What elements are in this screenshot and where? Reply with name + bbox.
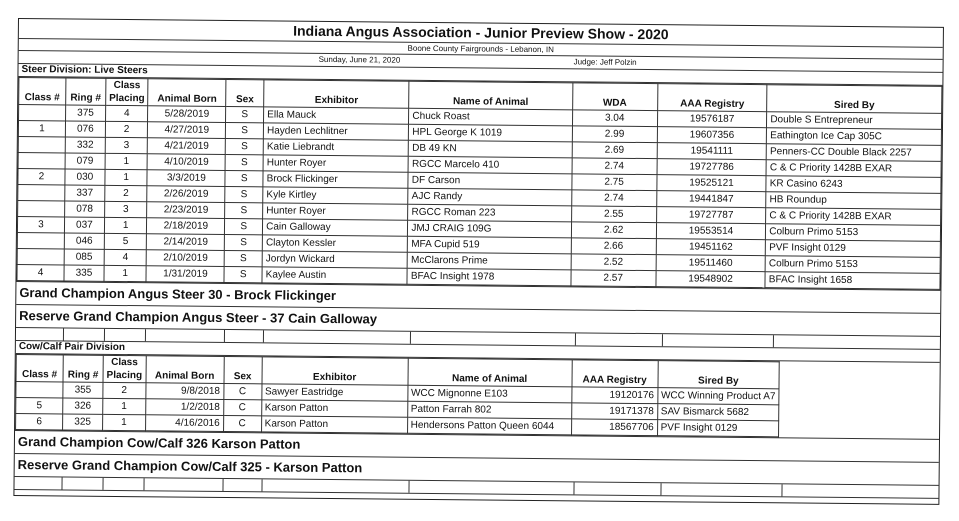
cell-sex: C (223, 399, 261, 415)
cell-animal: RGCC Marcelo 410 (408, 156, 571, 174)
cell-wda: 2.74 (571, 190, 656, 207)
col-registry: AAA Registry (572, 360, 658, 388)
cell-born: 1/2/2018 (145, 399, 223, 416)
cell-sire: C & C Priority 1428B EXAR (766, 160, 941, 178)
col-sire: Sired By (658, 361, 780, 389)
cell-sire: PVF Insight 0129 (657, 420, 779, 437)
cell-sex: S (225, 186, 263, 202)
cell-animal: Patton Farrah 802 (407, 401, 571, 419)
cell-animal: McClarons Prime (407, 252, 570, 270)
cell-place: 4 (104, 249, 147, 265)
cell-place: 1 (104, 265, 147, 281)
cell-born: 2/23/2019 (147, 202, 225, 219)
col-registry: AAA Registry (657, 84, 767, 112)
cell-cls: 5 (16, 397, 63, 413)
cell-place: 2 (105, 121, 148, 137)
cell-cls: 1 (18, 121, 65, 137)
cell-sex: S (225, 218, 263, 234)
cell-wda: 2.99 (572, 126, 657, 143)
cell-born: 4/10/2019 (148, 154, 226, 171)
cell-animal: JMJ CRAIG 109G (408, 220, 571, 238)
cell-ring: 337 (65, 185, 105, 201)
cell-wda: 3.04 (572, 110, 657, 127)
col-class: Class # (19, 78, 66, 105)
cell-born: 2/14/2019 (147, 234, 225, 251)
cell-place: 3 (104, 201, 147, 217)
cell-animal: AJC Randy (408, 188, 571, 206)
cell-exhibitor: Clayton Kessler (262, 235, 407, 252)
cell-reg: 19553514 (656, 223, 766, 240)
cell-wda: 2.57 (570, 270, 655, 287)
cell-ring: 078 (65, 201, 105, 217)
cell-wda: 2.55 (571, 206, 656, 223)
cell-exhibitor: Ella Mauck (264, 107, 409, 124)
col-born: Animal Born (146, 356, 224, 384)
cell-reg: 19727787 (656, 207, 766, 224)
cell-sex: S (225, 202, 263, 218)
cell-place: 3 (105, 137, 148, 153)
cell-sex: S (225, 234, 263, 250)
cell-reg: 19511460 (656, 255, 766, 272)
cell-reg: 19541111 (657, 143, 767, 160)
cell-cls (18, 185, 65, 201)
cell-reg: 18567706 (571, 419, 657, 436)
cell-sex: S (225, 138, 263, 154)
cell-born: 5/28/2019 (148, 106, 226, 123)
cell-wda: 2.66 (571, 238, 656, 255)
cell-reg: 19727786 (657, 159, 767, 176)
cell-ring: 079 (65, 153, 105, 169)
cell-sire: Colburn Primo 5153 (765, 256, 940, 274)
cell-reg: 19525121 (657, 175, 767, 192)
cell-born: 4/21/2019 (148, 138, 226, 155)
cell-ring: 325 (63, 414, 103, 430)
cowcalf-division-label: Cow/Calf Pair Division (16, 341, 940, 363)
cell-exhibitor: Kyle Kirtley (263, 187, 408, 204)
cell-ring: 046 (64, 233, 104, 249)
cell-sire: KR Casino 6243 (766, 176, 941, 194)
cell-reg: 19548902 (656, 271, 766, 288)
cell-reg: 19607356 (657, 127, 767, 144)
cell-cls: 4 (17, 265, 64, 281)
cell-exhibitor: Sawyer Eastridge (261, 384, 407, 401)
cell-ring: 355 (63, 382, 103, 398)
show-date: Sunday, June 21, 2020 (318, 54, 401, 65)
cell-sire: HB Roundup (766, 192, 941, 210)
cell-ring: 076 (65, 121, 105, 137)
cell-place: 1 (104, 217, 147, 233)
cell-place: 1 (105, 169, 148, 185)
col-animal: Name of Animal (408, 358, 572, 387)
cell-place: 1 (103, 414, 146, 430)
cell-exhibitor: Cain Galloway (263, 219, 408, 236)
cell-wda: 2.62 (571, 222, 656, 239)
cell-exhibitor: Hunter Royer (263, 155, 408, 172)
cell-sire: Double S Entrepreneur (767, 112, 942, 130)
cell-sex: S (226, 122, 264, 138)
cell-place: 4 (105, 105, 148, 121)
cell-born: 9/8/2018 (145, 383, 223, 400)
cell-cls (16, 381, 63, 397)
cell-sex: S (225, 154, 263, 170)
cell-born: 2/26/2019 (147, 186, 225, 203)
cell-animal: MFA Cupid 519 (408, 236, 571, 254)
cell-sex: S (224, 250, 262, 266)
venue: Boone County Fairgrounds - Lebanon, IN (19, 39, 943, 60)
cell-animal: DB 49 KN (409, 140, 572, 158)
cell-exhibitor: Brock Flickinger (263, 171, 408, 188)
cell-ring: 030 (65, 169, 105, 185)
cell-wda: 2.74 (572, 158, 657, 175)
cell-sire: Colburn Primo 5153 (766, 224, 941, 242)
col-sire: Sired By (767, 85, 942, 114)
col-exhibitor: Exhibitor (262, 357, 408, 385)
col-exhibitor: Exhibitor (264, 80, 410, 108)
col-sex: Sex (224, 356, 262, 383)
cell-born: 3/3/2019 (147, 170, 225, 187)
cell-place: 1 (105, 153, 148, 169)
cell-animal: RGCC Roman 223 (408, 204, 571, 222)
cell-born: 2/10/2019 (147, 250, 225, 267)
cell-exhibitor: Hunter Royer (263, 203, 408, 220)
cell-ring: 335 (64, 265, 104, 281)
cell-place: 2 (103, 382, 146, 398)
cell-exhibitor: Karson Patton (261, 400, 407, 417)
cell-cls: 3 (17, 217, 64, 233)
cell-reg: 19451162 (656, 239, 766, 256)
cell-cls (18, 201, 65, 217)
col-placing: Class Placing (103, 355, 146, 382)
cell-exhibitor: Jordyn Wickard (262, 251, 407, 268)
cell-sire: C & C Priority 1428B EXAR (766, 208, 941, 226)
cell-ring: 085 (64, 249, 104, 265)
cell-ring: 332 (65, 137, 105, 153)
cell-reg: 19576187 (657, 111, 767, 128)
cell-sex: S (224, 266, 262, 282)
cell-animal: DF Carson (408, 172, 571, 190)
grand-champion-steer: Grand Champion Angus Steer 30 - Brock Flickinger (16, 281, 940, 314)
cell-exhibitor: Hayden Lechlitner (263, 123, 408, 140)
cell-place: 5 (104, 233, 147, 249)
cell-sire: Penners-CC Double Black 2257 (766, 144, 941, 162)
cell-sire: SAV Bismarck 5682 (657, 404, 779, 421)
cell-sire: BFAC Insight 1658 (765, 272, 940, 290)
cell-exhibitor: Katie Liebrandt (263, 139, 408, 156)
cell-born: 4/27/2019 (148, 122, 226, 139)
col-class: Class # (16, 354, 63, 381)
cell-sire: Eathington Ice Cap 305C (767, 128, 942, 146)
cell-reg: 19441847 (656, 191, 766, 208)
cell-sex: S (225, 170, 263, 186)
cell-cls: 2 (18, 169, 65, 185)
cell-animal: Chuck Roast (409, 108, 572, 126)
cell-wda: 2.52 (571, 254, 656, 271)
cell-cls (18, 137, 65, 153)
cell-born: 1/31/2019 (146, 266, 224, 283)
cell-cls (17, 233, 64, 249)
cell-cls (17, 249, 64, 265)
cell-animal: Hendersons Patton Queen 6044 (407, 417, 571, 435)
cell-cls (19, 105, 66, 121)
cell-sex: C (223, 415, 261, 431)
cell-sex: S (226, 107, 264, 123)
cell-animal: WCC Mignonne E103 (407, 385, 571, 403)
cell-animal: BFAC Insight 1978 (407, 268, 570, 286)
cell-wda: 2.75 (571, 174, 656, 191)
cell-reg: 19171378 (571, 403, 657, 420)
cell-exhibitor: Karson Patton (261, 416, 407, 433)
cell-place: 1 (103, 398, 146, 414)
cell-sire: PVF Insight 0129 (766, 240, 941, 258)
cowcalf-table (15, 354, 780, 437)
results-sheet (13, 18, 944, 505)
cell-sex: C (223, 383, 261, 399)
col-sex: Sex (226, 80, 264, 107)
cell-cls: 6 (16, 413, 63, 429)
col-placing: Class Placing (106, 78, 149, 105)
cell-ring: 037 (64, 217, 104, 233)
col-ring: Ring # (63, 355, 103, 382)
cell-ring: 375 (65, 105, 105, 121)
steer-division-label: Steer Division: Live Steers (18, 64, 942, 86)
grand-champion-cowcalf: Grand Champion Cow/Calf 326 Karson Patton (15, 430, 939, 463)
cell-cls (18, 153, 65, 169)
cell-wda: 2.69 (572, 142, 657, 159)
reserve-champion-cowcalf: Reserve Grand Champion Cow/Calf 325 - Karson Patton (15, 454, 939, 486)
col-animal: Name of Animal (409, 81, 572, 110)
cell-exhibitor: Kaylee Austin (262, 267, 407, 284)
steer-table (16, 77, 942, 290)
cell-place: 2 (105, 185, 148, 201)
col-ring: Ring # (66, 78, 106, 105)
cell-ring: 326 (63, 398, 103, 414)
page-title: Indiana Angus Association - Junior Preview Show - 2020 (293, 22, 669, 43)
cell-animal: HPL George K 1019 (409, 124, 572, 142)
col-born: Animal Born (148, 79, 226, 107)
judge: Judge: Jeff Polzin (573, 57, 637, 67)
reserve-champion-steer: Reserve Grand Champion Angus Steer - 37 Cain Galloway (16, 305, 940, 337)
cell-sire: WCC Winning Product A7 (657, 388, 779, 405)
col-wda: WDA (572, 83, 658, 111)
cell-born: 2/18/2019 (147, 218, 225, 235)
cell-reg: 19120176 (571, 387, 657, 404)
cell-born: 4/16/2016 (145, 415, 223, 432)
